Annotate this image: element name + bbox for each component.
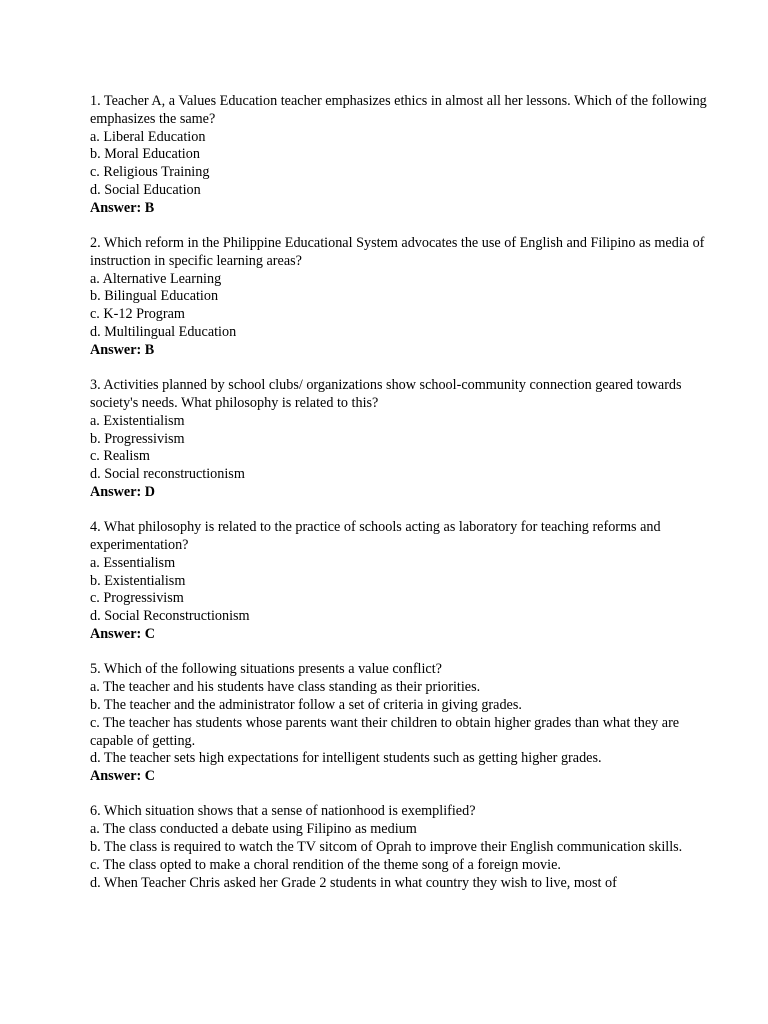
option-c: c. Progressivism bbox=[90, 590, 184, 607]
option-c: c. The teacher has students whose parents want their children to obtain higher grades than what they are capable of getting. bbox=[90, 714, 680, 749]
option-b: b. Moral Education bbox=[90, 146, 200, 163]
option-a: a. Existentialism bbox=[90, 412, 185, 429]
option-d: d. Social Reconstructionism bbox=[90, 608, 250, 625]
option-a: a. The class conducted a debate using Filipino as medium bbox=[90, 821, 417, 838]
option-b: b. Bilingual Education bbox=[90, 288, 219, 305]
answer-key: Answer: C bbox=[90, 626, 156, 643]
question-stem: 6. Which situation shows that a sense of nationhood is exemplified? bbox=[90, 803, 476, 820]
option-d: d. Multilingual Education bbox=[90, 324, 237, 341]
question-6 bbox=[90, 803, 708, 892]
option-b: b. The teacher and the administrator follow a set of criteria in giving grades. bbox=[90, 696, 522, 713]
question-stem: 2. Which reform in the Philippine Educational System advocates the use of English and Filipino as media of instruction in specific learning areas? bbox=[90, 235, 705, 269]
option-a: a. The teacher and his students have class standing as their priorities. bbox=[90, 679, 481, 696]
option-b: b. Progressivism bbox=[90, 430, 185, 447]
option-b: b. Existentialism bbox=[90, 572, 186, 589]
option-d: d. The teacher sets high expectations for intelligent students such as getting higher grades. bbox=[90, 750, 602, 767]
option-d: d. Social Education bbox=[90, 181, 201, 198]
answer-key: Answer: C bbox=[90, 768, 156, 785]
question-5 bbox=[90, 661, 708, 786]
option-c: c. The class opted to make a choral rendition of the theme song of a foreign movie. bbox=[90, 856, 561, 873]
answer-key: Answer: B bbox=[90, 199, 155, 216]
question-4 bbox=[90, 519, 708, 644]
option-d: d. Social reconstructionism bbox=[90, 466, 245, 483]
question-2 bbox=[90, 235, 708, 360]
option-a: a. Essentialism bbox=[90, 554, 176, 571]
option-a: a. Alternative Learning bbox=[90, 270, 222, 287]
option-c: c. K-12 Program bbox=[90, 306, 185, 323]
question-stem: 3. Activities planned by school clubs/ organizations show school-community connection geared towards society's needs. What philosophy is related to this? bbox=[90, 377, 682, 411]
option-d: d. When Teacher Chris asked her Grade 2 students in what country they wish to live, most of bbox=[90, 874, 617, 891]
question-stem: 5. Which of the following situations presents a value conflict? bbox=[90, 661, 442, 678]
option-b: b. The class is required to watch the TV sitcom of Oprah to improve their English communication skills. bbox=[90, 838, 683, 855]
question-stem: 1. Teacher A, a Values Education teacher emphasizes ethics in almost all her lessons. Which of the following emphasizes the same? bbox=[90, 93, 707, 127]
question-1 bbox=[90, 93, 708, 218]
option-a: a. Liberal Education bbox=[90, 128, 206, 145]
answer-key: Answer: D bbox=[90, 483, 156, 500]
option-c: c. Realism bbox=[90, 448, 150, 465]
option-c: c. Religious Training bbox=[90, 164, 210, 181]
question-stem: 4. What philosophy is related to the practice of schools acting as laboratory for teaching reforms and experimentation? bbox=[90, 519, 661, 554]
answer-key: Answer: B bbox=[90, 341, 155, 358]
question-3 bbox=[90, 377, 708, 502]
